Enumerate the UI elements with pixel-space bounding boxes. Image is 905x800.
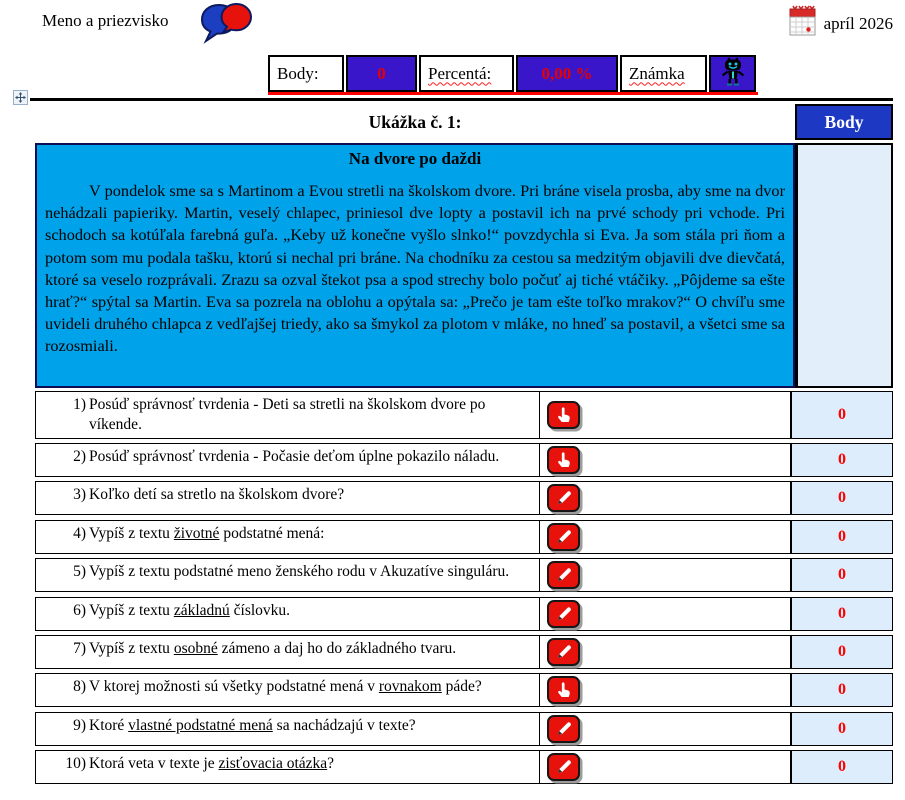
- choice-answer-button[interactable]: [547, 676, 580, 704]
- question-points: 0: [838, 489, 846, 507]
- question-text-segment: sa nachádzajú v texte?: [272, 716, 416, 734]
- pencil-icon: [554, 757, 574, 777]
- question-row: [35, 481, 893, 515]
- percent-label: Percentá:: [428, 63, 492, 83]
- question-cell: [36, 674, 539, 706]
- answer-cell: [539, 636, 790, 668]
- question-text: [89, 447, 499, 473]
- question-number: 3): [73, 486, 86, 504]
- write-answer-button[interactable]: [547, 753, 580, 781]
- question-text: [89, 395, 533, 435]
- question-text-segment: V ktorej možnosti sú všetky podstatné mená v: [89, 678, 379, 696]
- points-value-cell: [346, 55, 417, 92]
- hand-pointer-icon: [554, 680, 574, 700]
- question-text: [89, 677, 482, 703]
- question-cell: [36, 482, 539, 514]
- question-number: 5): [73, 563, 86, 581]
- answer-cell: [539, 482, 790, 514]
- question-row: [35, 597, 893, 631]
- pencil-icon: [554, 488, 574, 508]
- question-text-segment: číslovku.: [229, 601, 291, 619]
- question-points: 0: [838, 527, 846, 545]
- question-number: 6): [73, 601, 86, 619]
- passage-points-cell: [795, 143, 893, 388]
- question-points-cell: [790, 482, 892, 514]
- move-arrows-icon: [15, 92, 26, 103]
- question-points: 0: [838, 681, 846, 699]
- speech-bubbles-logo: [198, 2, 254, 49]
- question-cell: [36, 521, 539, 553]
- date-area: [789, 5, 893, 42]
- question-cell: [36, 559, 539, 591]
- question-text-segment: Koľko detí sa stretlo na školskom dvore?: [89, 486, 345, 504]
- question-number: 8): [73, 678, 86, 696]
- question-text-segment: základnú: [173, 601, 230, 619]
- calendar-icon: [789, 5, 816, 42]
- question-cell: [36, 444, 539, 476]
- question-points-cell: [790, 559, 892, 591]
- name-label: Meno a priezvisko: [42, 11, 169, 30]
- question-text: [89, 639, 456, 665]
- write-answer-button[interactable]: [547, 715, 580, 743]
- passage-title: Na dvore po daždi: [348, 149, 482, 168]
- table-top-border: [30, 98, 893, 101]
- reading-passage: [35, 143, 795, 388]
- question-text: [89, 754, 334, 780]
- answer-cell: [539, 674, 790, 706]
- question-text-segment: životné: [173, 524, 220, 542]
- answer-cell: [539, 392, 790, 438]
- question-number: 1): [73, 396, 86, 413]
- points-column-header: Body: [795, 104, 893, 140]
- question-text-segment: osobné: [173, 639, 218, 657]
- write-answer-button[interactable]: [547, 523, 580, 551]
- points-value: 0: [377, 63, 386, 83]
- hand-pointer-icon: [554, 405, 574, 425]
- write-answer-button[interactable]: [547, 600, 580, 628]
- pencil-icon: [554, 604, 574, 624]
- passage-row: [35, 143, 893, 388]
- question-row: [35, 635, 893, 669]
- pencil-icon: [554, 642, 574, 662]
- passage-text: V pondelok sme sa s Martinom a Evou stretli na školskom dvore. Pri bráne visela prosba, aby sme na dvor nehádzali papieriky. Martin, veselý chlapec, priniesol dve lopty a postavil ich na prvé schody pri vchode. Pri schodoch sa kotúľala farebná guľa. „Keby už konečne vyšlo slnko!“ povzdychla si Eva. Ja som stála pri ňom a potom som mu podala tašku, ktorú si nechal pri bráne. Na chodníku za cestou sa medzitým objavili dve dievčatá, ktoré sa veselo rozprávali. Zrazu sa ozval štekot psa a spod strechy bolo počuť aj tiché vtáčiky. „Pôjdeme sa ešte hrať?“ spýtal sa Martin. Eva sa pozrela na oblohu a opýtala sa: „Prečo je tam ešte toľko mrakov?“ O chvíľu sme uvideli druhého chlapca z vedľajšej triedy, ako sa šmykol za plotom v mláke, no hneď sa postavil, a všetci sme sa rozosmiali.: [45, 181, 785, 356]
- choice-answer-button[interactable]: [547, 446, 580, 474]
- question-points: 0: [838, 405, 846, 423]
- question-text-segment: ?: [327, 755, 335, 773]
- question-text-segment: Ktorá veta v texte je: [89, 755, 219, 773]
- question-points-cell: [790, 598, 892, 630]
- question-number: 10): [65, 755, 86, 773]
- question-points-cell: [790, 521, 892, 553]
- question-text-segment: rovnakom: [378, 678, 442, 696]
- question-text: [89, 562, 509, 588]
- points-label: Body:: [277, 63, 319, 83]
- question-row: [35, 558, 893, 592]
- question-row: [35, 750, 893, 784]
- percent-value-cell: [516, 55, 618, 92]
- title-row: [35, 104, 893, 140]
- score-bar-underline: [268, 92, 758, 95]
- write-answer-button[interactable]: [547, 638, 580, 666]
- sample-title: Ukážka č. 1:: [368, 111, 462, 132]
- percent-value: 0,00 %: [541, 63, 593, 83]
- answer-cell: [539, 713, 790, 745]
- question-cell: [36, 392, 539, 438]
- question-number: 2): [73, 447, 86, 465]
- worksheet-table: [35, 104, 893, 789]
- choice-answer-button[interactable]: [547, 401, 580, 429]
- question-text: [89, 524, 324, 550]
- answer-cell: [539, 521, 790, 553]
- question-number: 7): [73, 639, 86, 657]
- question-text-segment: Posúď správnosť tvrdenia - Deti sa stretli na školskom dvore po víkende.: [89, 396, 486, 433]
- answer-cell: [539, 751, 790, 783]
- question-cell: [36, 713, 539, 745]
- pencil-icon: [554, 565, 574, 585]
- question-points-cell: [790, 751, 892, 783]
- answer-cell: [539, 598, 790, 630]
- pencil-icon: [554, 719, 574, 739]
- grade-label: Známka: [629, 63, 685, 83]
- question-text-segment: Vypíš z textu: [89, 601, 174, 619]
- question-row: [35, 520, 893, 554]
- answer-cell: [539, 559, 790, 591]
- question-text-segment: Vypíš z textu: [89, 639, 174, 657]
- write-answer-button[interactable]: [547, 484, 580, 512]
- question-points: 0: [838, 642, 846, 660]
- question-text-segment: Vypíš z textu podstatné meno ženského rodu v Akuzatíve singuláru.: [89, 563, 510, 581]
- score-bar: [268, 55, 756, 92]
- question-points: 0: [838, 450, 846, 468]
- percent-label-cell: [419, 55, 514, 92]
- question-points: 0: [838, 566, 846, 584]
- answer-cell: [539, 444, 790, 476]
- question-text-segment: vlastné podstatné mená: [128, 716, 273, 734]
- table-move-handle[interactable]: [13, 90, 28, 105]
- question-points: 0: [838, 758, 846, 776]
- question-text: [89, 601, 290, 627]
- question-points: 0: [838, 604, 846, 622]
- question-text-segment: zisťovacia otázka: [218, 755, 328, 773]
- grade-value-cell: [709, 55, 756, 92]
- pencil-icon: [554, 527, 574, 547]
- question-points-cell: [790, 636, 892, 668]
- question-text-segment: Ktoré: [89, 716, 129, 734]
- question-text-segment: Vypíš z textu: [89, 524, 174, 542]
- question-row: [35, 443, 893, 477]
- question-text-segment: páde?: [441, 678, 482, 696]
- question-list: [35, 391, 893, 784]
- question-row: [35, 712, 893, 746]
- question-text: [89, 716, 416, 742]
- question-points-cell: [790, 674, 892, 706]
- question-number: 9): [73, 716, 86, 734]
- question-text-segment: podstatné mená:: [219, 524, 325, 542]
- question-points-cell: [790, 392, 892, 438]
- grade-label-cell: [620, 55, 707, 92]
- question-cell: [36, 598, 539, 630]
- points-label-cell: [268, 55, 344, 92]
- robot-grade-icon: [719, 56, 747, 91]
- question-points-cell: [790, 713, 892, 745]
- question-row: [35, 391, 893, 439]
- question-text-segment: zámeno a daj ho do základného tvaru.: [217, 639, 457, 657]
- hand-pointer-icon: [554, 450, 574, 470]
- question-text: [89, 485, 344, 511]
- question-cell: [36, 636, 539, 668]
- question-cell: [36, 751, 539, 783]
- question-text-segment: Posúď správnosť tvrdenia - Počasie deťom úplne pokazilo náladu.: [89, 447, 500, 465]
- write-answer-button[interactable]: [547, 561, 580, 589]
- question-points-cell: [790, 444, 892, 476]
- question-points: 0: [838, 719, 846, 737]
- question-row: [35, 673, 893, 707]
- question-number: 4): [73, 524, 86, 542]
- date-label: apríl 2026: [823, 13, 893, 33]
